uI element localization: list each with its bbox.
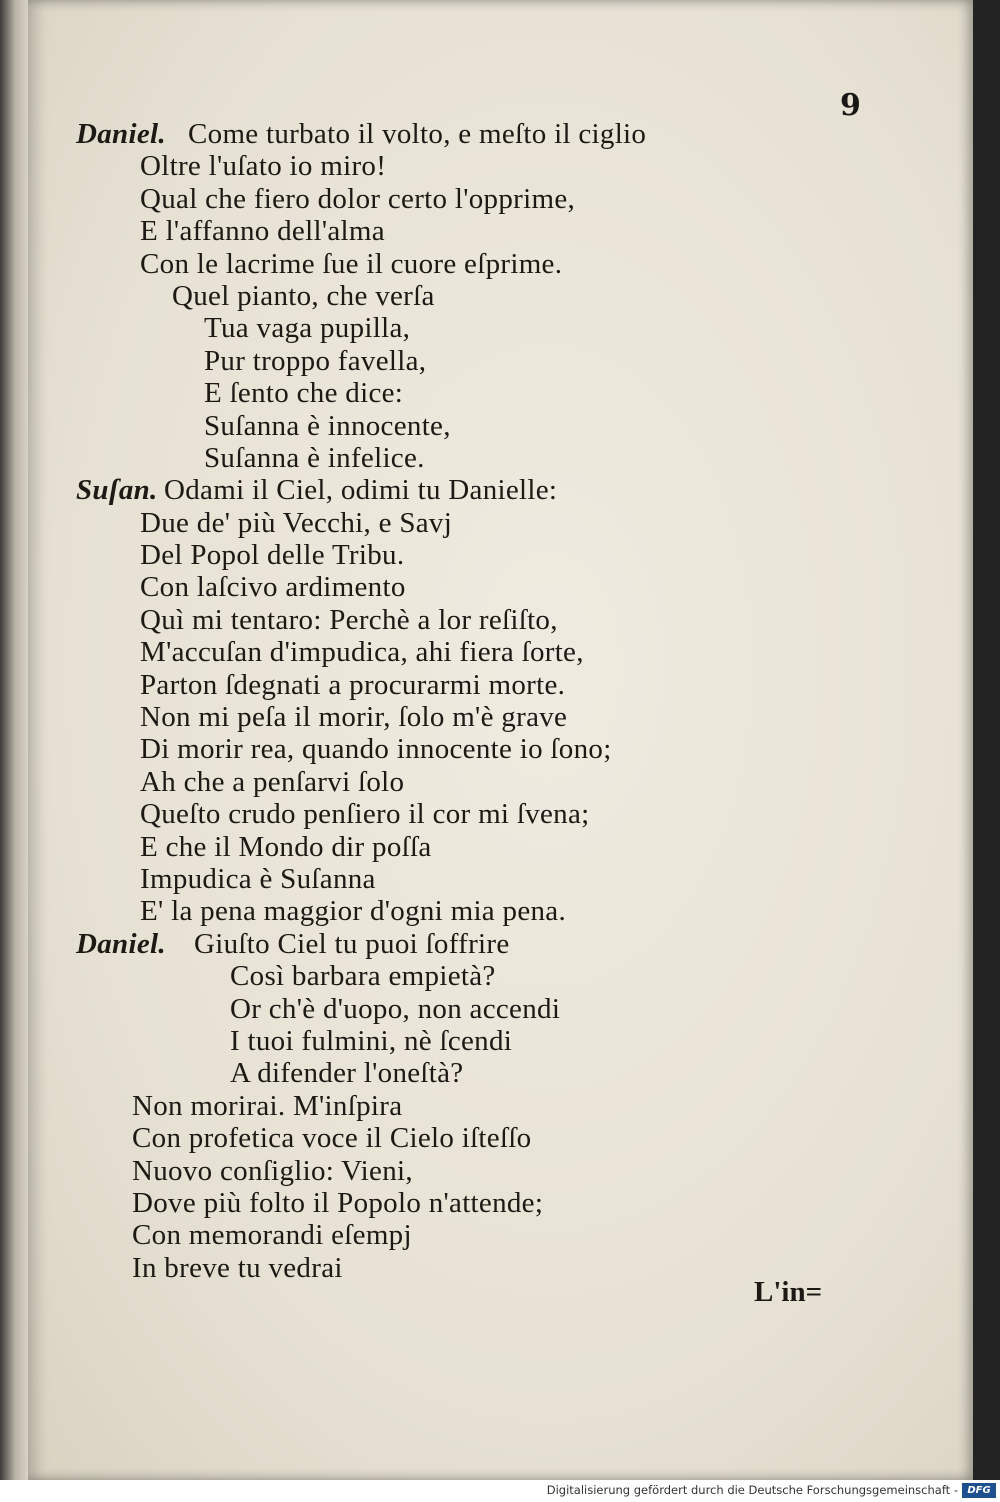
verse-line <box>28 895 973 927</box>
verse-text: Or ch'è d'uopo, non accendi <box>230 992 561 1025</box>
verse-line <box>28 1090 973 1122</box>
verse-text: Due de' più Vecchi, e Savj <box>140 506 453 539</box>
verse-line <box>28 280 973 312</box>
verse-text: Tua vaga pupilla, <box>204 312 411 345</box>
verse-line <box>28 507 973 539</box>
verse-line <box>28 410 973 442</box>
verse-text: E l'affanno dell'alma <box>140 215 385 248</box>
verse-line <box>28 571 973 603</box>
verse-text: Queſto crudo penſiero il cor mi ſvena; <box>140 798 590 831</box>
footer-credit: Digitalisierung gefördert durch die Deutsche Forschungsgemeinschaft - <box>546 1483 958 1497</box>
verse-text: Pur troppo favella, <box>204 344 427 377</box>
verse-line <box>28 701 973 733</box>
verse-line <box>28 1155 973 1187</box>
speaker-label: Daniel. <box>76 927 166 960</box>
page-number: 9 <box>840 88 861 123</box>
verse-line <box>28 733 973 765</box>
verse-text: Non morirai. M'inſpira <box>132 1089 403 1122</box>
verse-text: Con laſcivo ardimento <box>140 571 406 604</box>
verse-line <box>28 442 973 474</box>
verse-text: Nuovo conſiglio: Vieni, <box>132 1154 413 1187</box>
verse-text: M'accuſan d'impudica, ahi fiera ſorte, <box>140 636 584 669</box>
verse-line <box>28 312 973 344</box>
verse-line <box>28 1122 973 1154</box>
verse-line <box>28 248 973 280</box>
verse-text: Odami il Ciel, odimi tu Danielle: <box>164 474 558 507</box>
libretto-text <box>28 118 973 1284</box>
verse-line <box>28 1252 973 1284</box>
verse-text: Così barbara empietà? <box>230 960 496 993</box>
verse-text: Dove più folto il Popolo n'attende; <box>132 1186 544 1219</box>
verse-line <box>28 1187 973 1219</box>
verse-text: Di morir rea, quando innocente io ſono; <box>140 733 612 766</box>
verse-line <box>28 118 973 150</box>
verse-line <box>28 831 973 863</box>
verse-text: E' la pena maggior d'ogni mia pena. <box>140 895 567 928</box>
verse-text: Con le lacrime ſue il cuore eſprime. <box>140 247 563 280</box>
verse-text: Qual che fiero dolor certo l'opprime, <box>140 182 576 215</box>
verse-text: Impudica è Suſanna <box>140 862 376 895</box>
verse-text: Quel pianto, che verſa <box>172 279 435 312</box>
verse-text: In breve tu vedrai <box>132 1251 343 1284</box>
speaker-label: Daniel. <box>76 118 166 150</box>
verse-line <box>28 766 973 798</box>
verse-line <box>28 150 973 182</box>
verse-line <box>28 798 973 830</box>
footer-bar <box>0 1480 1000 1502</box>
verse-text: Quì mi tentaro: Perchè a lor reſiſto, <box>140 603 558 636</box>
verse-line <box>28 604 973 636</box>
verse-text: Non mi peſa il morir, ſolo m'è grave <box>140 701 568 734</box>
verse-line <box>28 1057 973 1089</box>
verse-line <box>28 1025 973 1057</box>
verse-line <box>28 636 973 668</box>
verse-line <box>28 863 973 895</box>
verse-line <box>28 993 973 1025</box>
verse-text: Suſanna è infelice. <box>204 441 425 474</box>
verse-text: E che il Mondo dir poſſa <box>140 830 432 863</box>
speaker-label: Suſan. <box>76 474 158 507</box>
catchword: L'in= <box>754 1276 823 1308</box>
verse-line <box>28 183 973 215</box>
verse-line <box>28 474 973 506</box>
book-binding <box>0 0 28 1480</box>
verse-text: Con memorandi eſempj <box>132 1219 412 1252</box>
verse-text: Parton ſdegnati a procurarmi morte. <box>140 668 566 701</box>
verse-text: Del Popol delle Tribu. <box>140 539 405 572</box>
verse-text: Giuſto Ciel tu puoi ſoffrire <box>194 927 510 960</box>
verse-text: Come turbato il volto, e meſto il ciglio <box>188 118 647 150</box>
verse-text: A difender l'oneſtà? <box>230 1057 464 1090</box>
verse-text: Suſanna è innocente, <box>204 409 451 442</box>
verse-line <box>28 539 973 571</box>
verse-line <box>28 960 973 992</box>
verse-line <box>28 928 973 960</box>
verse-line <box>28 1219 973 1251</box>
book-page <box>28 0 973 1480</box>
verse-line <box>28 345 973 377</box>
verse-line <box>28 215 973 247</box>
verse-text: Ah che a penſarvi ſolo <box>140 765 405 798</box>
verse-line <box>28 377 973 409</box>
dfg-logo: DFG <box>962 1483 996 1498</box>
verse-text: I tuoi fulmini, nè ſcendi <box>230 1024 513 1057</box>
verse-text: E ſento che dice: <box>204 377 404 410</box>
verse-text: Oltre l'uſato io miro! <box>140 150 387 183</box>
verse-text: Con profetica voce il Cielo iſteſſo <box>132 1122 532 1155</box>
verse-line <box>28 669 973 701</box>
